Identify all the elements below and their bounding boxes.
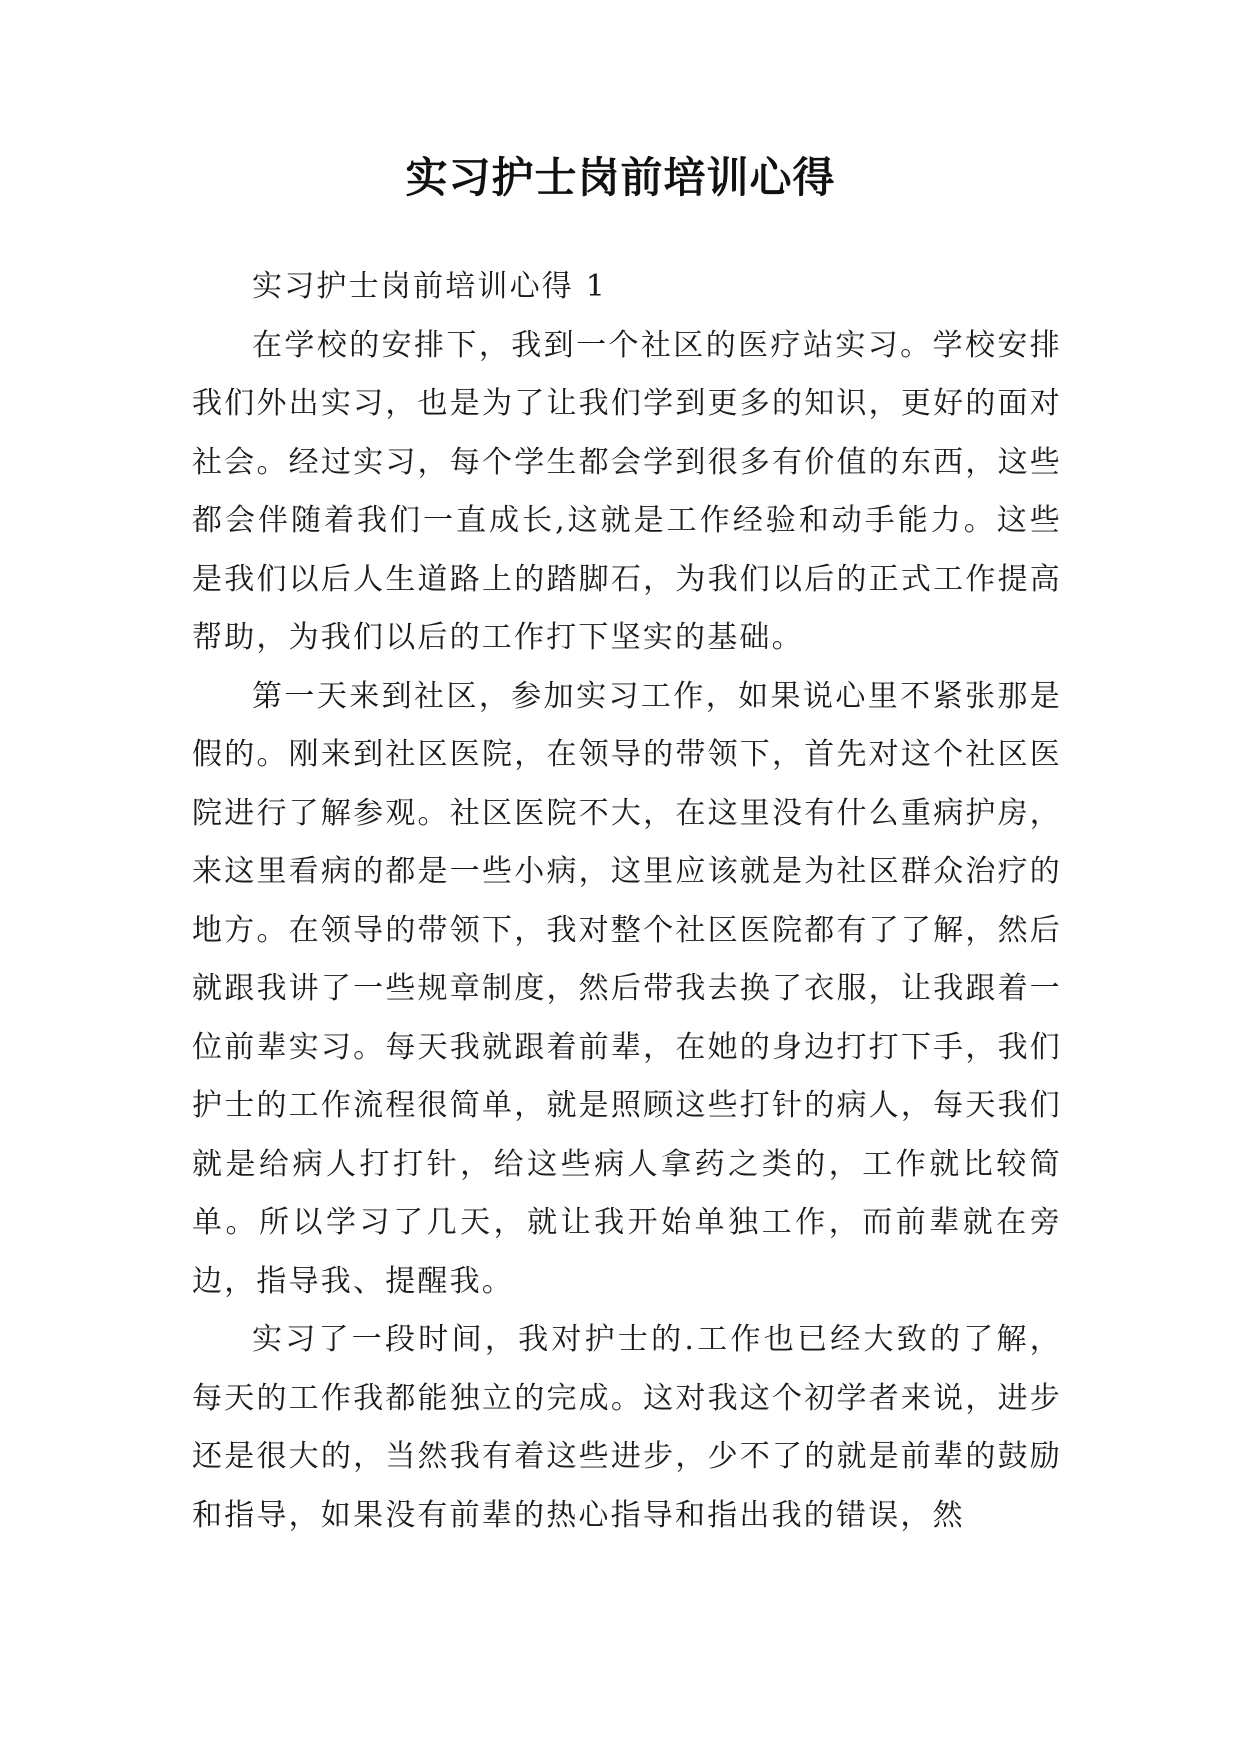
document-title: 实习护士岗前培训心得 — [405, 153, 836, 202]
paragraph-2: 第一天来到社区，参加实习工作，如果说心里不紧张那是假的。刚来到社区医院，在领导的带领下，首先对这个社区医院进行了解参观。社区医院不大，在这里没有什么重病护房，来这里看病的都是一些小病，这里应该就是为社区群众治疗的地方。在领导的带领下，我对整个社区医院都有了了解，然后就跟我讲了一些规章制度，然后带我去换了衣服，让我跟着一位前辈实习。每天我就跟着前辈，在她的身边打打下手，我们护士的工作流程很简单，就是照顾这些打针的病人，每天我们就是给病人打打针，给这些病人拿药之类的，工作就比较简单。所以学习了几天，就让我开始单独工作，而前辈就在旁边，指导我、提醒我。 — [192, 678, 1062, 1299]
paragraph-3: 实习了一段时间，我对护士的.工作也已经大致的了解，每天的工作我都能独立的完成。这对我这个初学者来说，进步还是很大的，当然我有着这些进步，少不了的就是前辈的鼓励和指导，如果没有前辈的热心指导和指出我的错误，然 — [192, 1322, 1062, 1533]
document-body — [192, 258, 1062, 1545]
paragraph-1: 在学校的安排下，我到一个社区的医疗站实习。学校安排我们外出实习，也是为了让我们学到更多的知识，更好的面对社会。经过实习，每个学生都会学到很多有价值的东西，这些都会伴随着我们一直成长,这就是工作经验和动手能力。这些是我们以后人生道路上的踏脚石，为我们以后的正式工作提高帮助，为我们以后的工作打下坚实的基础。 — [192, 327, 1062, 655]
section-heading: 实习护士岗前培训心得 1 — [252, 269, 608, 304]
